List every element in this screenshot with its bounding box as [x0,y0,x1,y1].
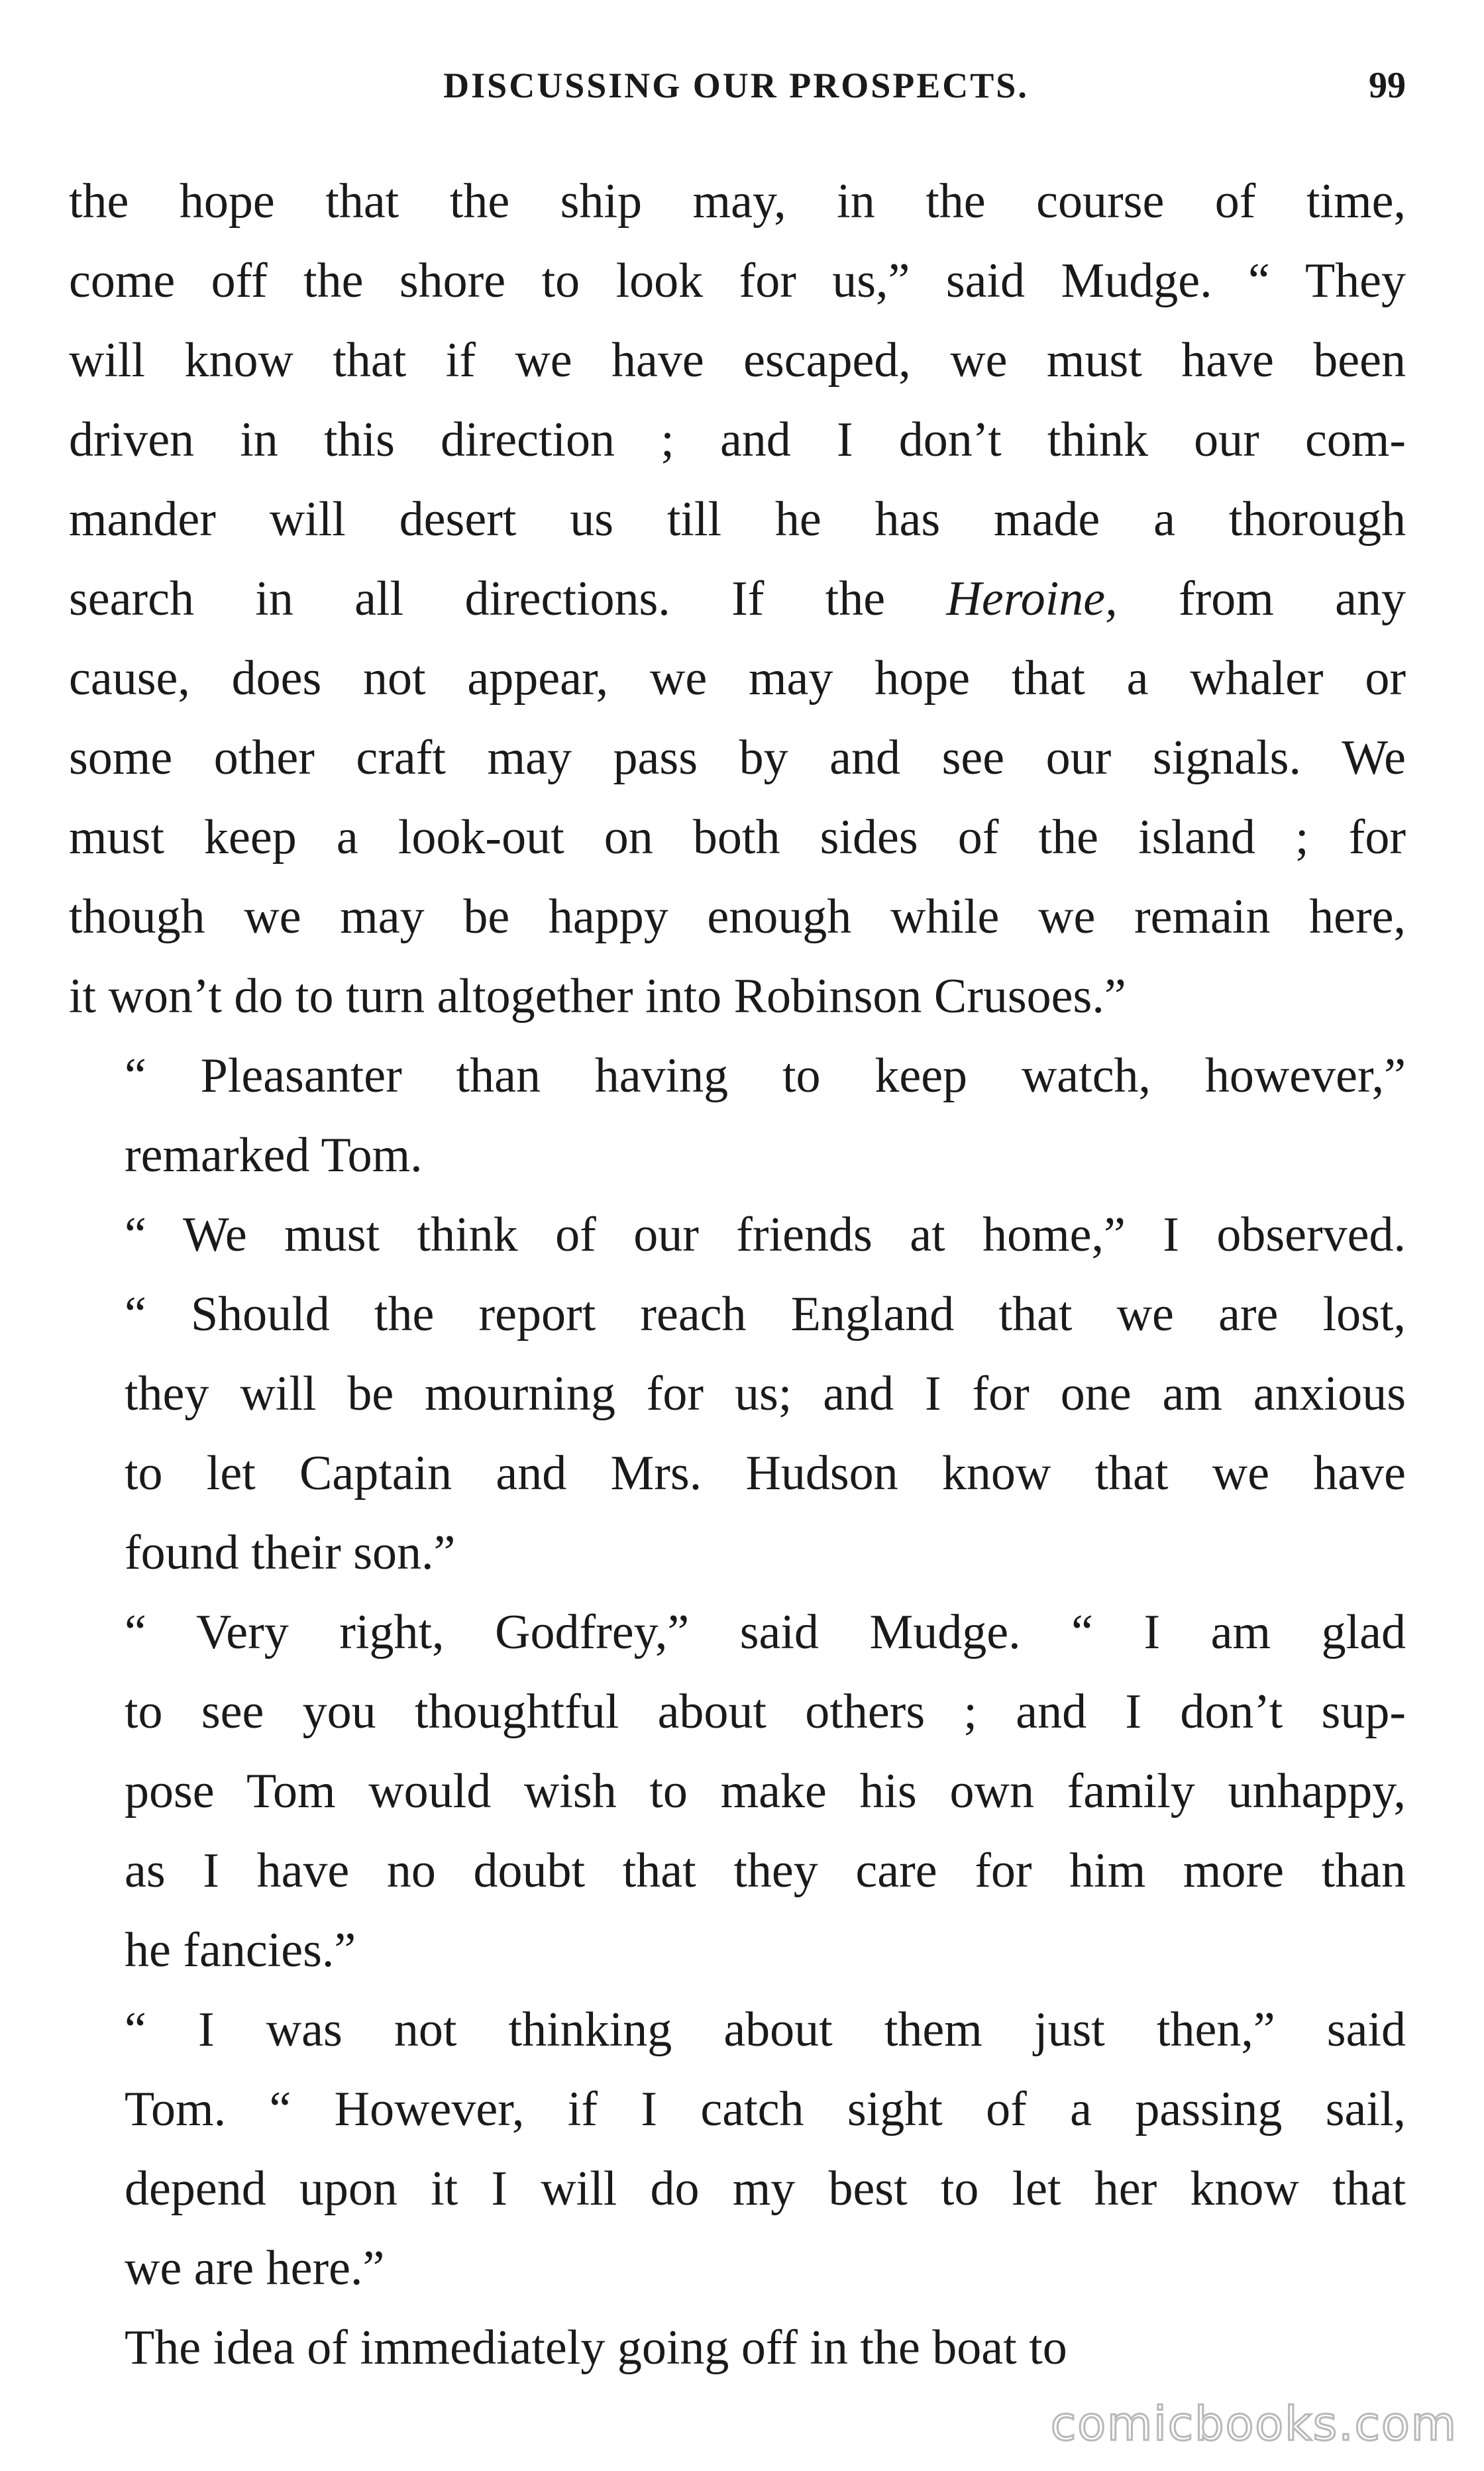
paragraph [69,2308,1406,2388]
text-line: the hope that the ship may, in the course of time, [69,174,1406,229]
text-line: come off the shore to look for us,” said Mudge. “ They [69,254,1406,308]
text-line: “ Should the report reach England that we are lost, [125,1287,1406,1341]
page-number: 99 [1369,65,1406,106]
text-line: depend upon it I will do my best to let her know that [125,2162,1406,2216]
italic-text: Heroine, [946,572,1118,626]
text-line: they will be mourning for us; and I for one am anxious [125,1367,1406,1421]
paragraph [69,1036,1406,1195]
text-line: will know that if we have escaped, we must have been [69,333,1406,388]
text-line: “ I was not thinking about them just then,” said [125,2003,1406,2057]
text-line: Tom. “ However, if I catch sight of a passing sail, [125,2082,1406,2136]
paragraph [69,1195,1406,1593]
watermark: comicbooks.com [1050,2397,1458,2451]
text-line: he fancies.” [125,1923,356,1977]
running-head [66,56,1406,115]
text-line: “ We must think of our friends at home,” I observed. [125,1208,1406,1262]
text-line: to see you thoughtful about others ; and I don’t sup- [125,1685,1406,1739]
text-line: search in all directions. If the Heroine, from any [69,572,1406,626]
running-title: DISCUSSING OUR PROSPECTS. [443,66,1029,105]
text-line: must keep a look-out on both sides of the island ; for [69,810,1406,865]
text-line: found their son.” [125,1526,456,1580]
text-line: as I have no doubt that they care for him more than [125,1844,1406,1898]
text-line: to let Captain and Mrs. Hudson know that we have [125,1446,1406,1500]
text-line: cause, does not appear, we may hope that a whaler or [69,651,1406,706]
text-line: “ Very right, Godfrey,” said Mudge. “ I am glad [125,1605,1406,1659]
text-line: we are here.” [125,2241,385,2295]
body-text [69,162,1406,2388]
text-line: it won’t do to turn altogether into Robinson Crusoes.” [69,969,1126,1024]
text-line: “ Pleasanter than having to keep watch, however,” [125,1049,1406,1103]
text-line: remarked Tom. [125,1128,423,1183]
text-line: some other craft may pass by and see our signals. We [69,731,1406,785]
text-line: pose Tom would wish to make his own family unhappy, [125,1764,1406,1818]
text-line: The idea of immediately going off in the boat to [125,2321,1067,2375]
text-line: driven in this direction ; and I don’t think our com- [69,413,1406,467]
text-line: mander will desert us till he has made a thorough [69,492,1406,547]
text-line: though we may be happy enough while we remain here, [69,890,1406,944]
paragraph [69,162,1406,1036]
paragraph [69,1990,1406,2308]
paragraph [69,1593,1406,1990]
